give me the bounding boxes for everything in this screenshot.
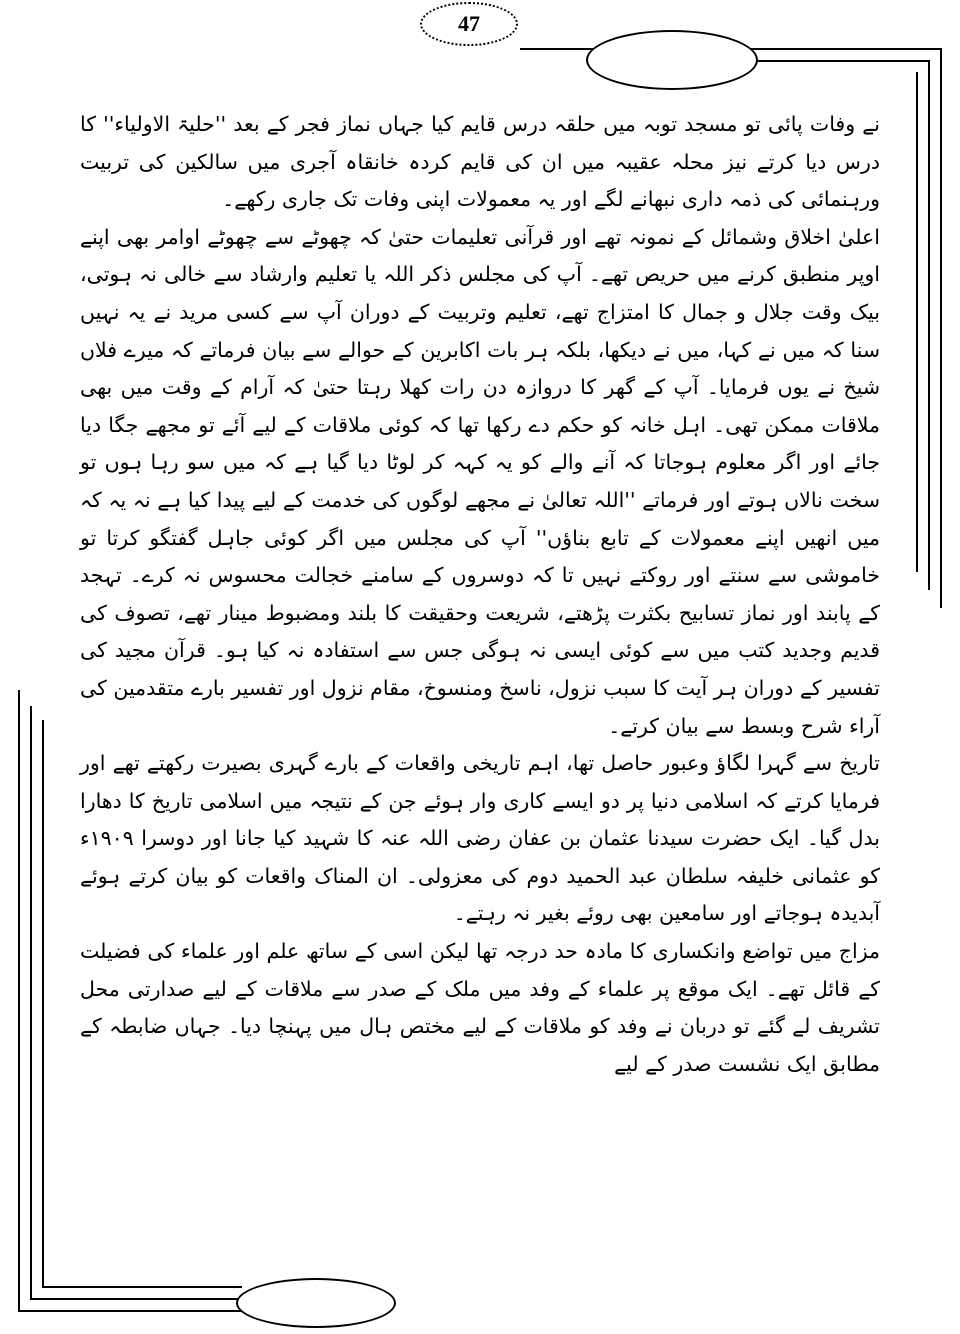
paragraph-3: تاریخ سے گہرا لگاؤ وعبور حاصل تھا، اہم تاریخی واقعات کے بارے گہری بصیرت رکھتے تھے اور فرمایا کرتے کہ اسلامی دنیا پر دو ایسے کاری وار ہوئے جن کے نتیجہ میں اسلامی تاریخ کا دھارا بدل گیا۔ ایک حضرت سیدنا عثمان بن عفان رضی اللہ عنہ کا شہید کیا جانا اور دوسرا ۱۹۰۹ء کو عثمانی خلیفہ سلطان عبد الحمید دوم کی معزولی۔ ان المناک واقعات کو بیان کرتے ہوئے آبدیدہ ہوجاتے اور سامعین بھی روئے بغیر نہ رہتے۔ bbox=[80, 751, 880, 926]
frame-bottom-oval bbox=[236, 1278, 396, 1328]
paragraph-2: اعلیٰ اخلاق وشمائل کے نمونہ تھے اور قرآنی تعلیمات حتیٰ کہ چھوٹے سے چھوٹے اوامر بھی اپنے اوپر منطبق کرنے میں حریص تھے۔ آپ کی مجلس ذکر اللہ یا تعلیم وارشاد سے خالی نہ ہوتی، بیک وقت جلال و جمال کا امتزاج تھے، تعلیم وتربیت کے دوران آپ سے کسی مرید نے یہ نہیں سنا کہ میں نے کہا، میں نے دیکھا، بلکہ ہر بات اکابرین کے حوالے سے بیان فرماتے کہ میرے فلاں شیخ نے یوں فرمایا۔ آپ کے گھر کا دروازہ دن رات کھلا رہتا حتیٰ کہ آرام کے وقت میں بھی ملاقات ممکن تھی۔ اہل خانہ کو حکم دے رکھا تھا کہ کوئی ملاقات کے لیے آئے تو مجھے جگا دیا جائے اور اگر معلوم ہوجاتا کہ آنے والے کو یہ کہہ کر لوٹا دیا گیا ہے کہ میں سو رہا ہوں تو سخت نالاں ہوتے اور فرماتے ''اللہ تعالیٰ نے مجھے لوگوں کی خدمت کے لیے پیدا کیا ہے نہ یہ کہ میں انھیں اپنے معمولات کے تابع بناؤں'' آپ کی مجلس میں اگر کوئی جاہل گفتگو کرتا تو خاموشی سے سنتے اور روکتے نہیں تا کہ دوسروں کے سامنے خجالت محسوس نہ کرے۔ تہجد کے پابند اور نماز تسابیح بکثرت پڑھتے، شریعت وحقیقت کا بلند ومضبوط مینار تھے، تصوف کی قدیم وجدید کتب میں سے کوئی ایسی نہ ہوگی جس سے استفادہ نہ کیا ہو۔ قرآن مجید کی تفسیر کے دوران ہر آیت کا سبب نزول، ناسخ ومنسوخ، مقام نزول اور تفسیر بارے متقدمین کی آراء شرح وبسط سے بیان کرتے۔ bbox=[80, 224, 880, 738]
frame-bottom-line-inner bbox=[30, 1298, 250, 1300]
frame-left-line-third bbox=[42, 720, 44, 1286]
page-number: 47 bbox=[420, 2, 518, 46]
frame-left-line-inner bbox=[30, 706, 32, 1298]
frame-right-line-inner bbox=[928, 60, 930, 590]
paragraph-4: مزاج میں تواضع وانکساری کا مادہ حد درجہ تھا لیکن اسی کے ساتھ علم اور علماء کی فضیلت کے قائل تھے۔ ایک موقع پر علماء کے وفد میں ملک کے صدر سے ملاقات کے لیے صدارتی محل تشریف لے گئے تو دربان نے وفد کو ملاقات کے لیے مختص ہال میں پہنچا دیا۔ جہاں ضابطہ کے مطابق ایک نشست صدر کے لیے bbox=[80, 939, 880, 1076]
body-text bbox=[80, 106, 880, 1083]
paragraph-1: نے وفات پائی تو مسجد توبہ میں حلقہ درس قایم کیا جہاں نماز فجر کے بعد ''حلیۃ الاولیاء'' کا درس دیا کرتے نیز محلہ عقیبہ میں ان کی قایم کردہ خانقاہ آجری میں سالکین کی تربیت ورہنمائی کی ذمہ داری نبھانے لگے اور یہ معمولات اپنی وفات تک جاری رکھے۔ bbox=[80, 112, 880, 212]
frame-top-oval bbox=[586, 30, 758, 90]
frame-left-line-outer bbox=[18, 690, 20, 1310]
frame-right-line-third bbox=[916, 72, 918, 572]
frame-right-line-outer bbox=[940, 48, 942, 608]
frame-bottom-line-third bbox=[42, 1286, 242, 1288]
